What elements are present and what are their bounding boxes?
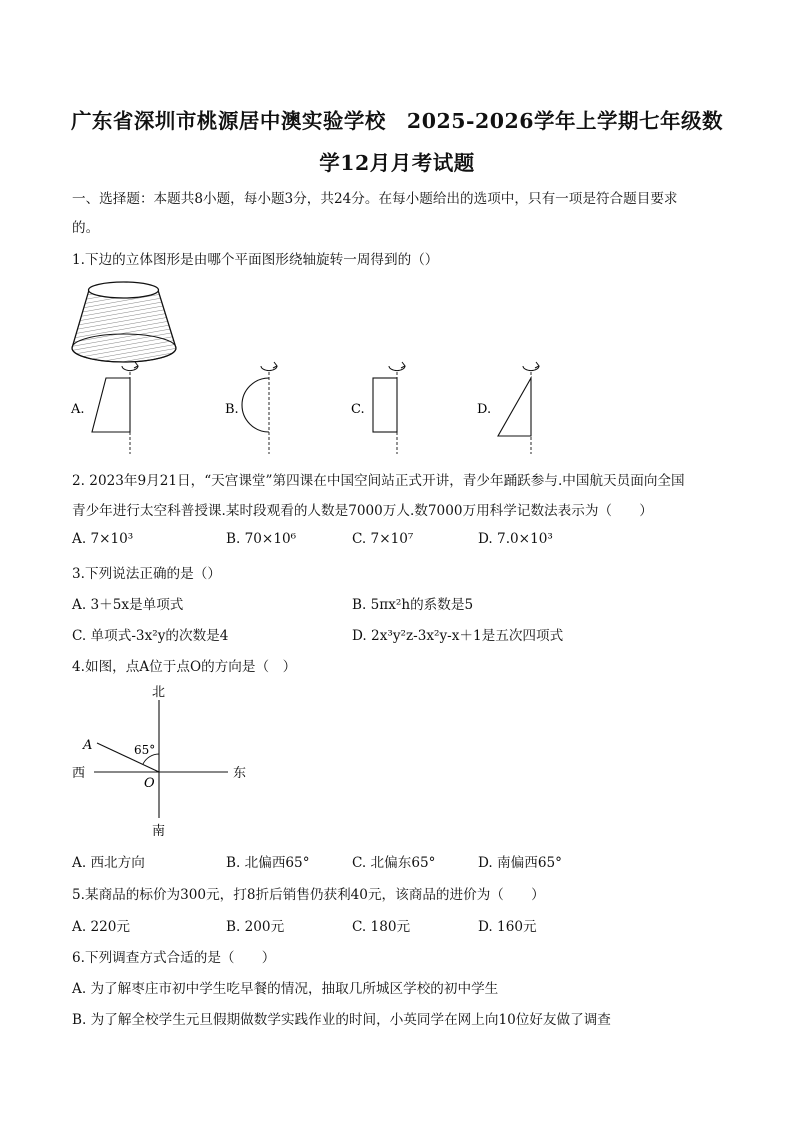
q2-option-a: A. 7×10³ — [72, 531, 134, 547]
q3-option-d: D. 2x³y²z-3x²y-x＋1是五次四项式 — [352, 628, 564, 644]
exam-title-line2: 学12月月考试题 — [319, 151, 475, 175]
point-a-label: A — [83, 738, 93, 753]
q6-stem: 6.下列调查方式合适的是（ ） — [72, 950, 276, 966]
q5-option-a: A. 220元 — [72, 919, 130, 935]
q4-stem: 4.如图，点A位于点O的方向是（ ） — [72, 659, 297, 675]
q3-stem: 3.下列说法正确的是（） — [72, 566, 221, 582]
q4-option-c: C. 北偏东65° — [352, 855, 436, 871]
q5-option-d: D. 160元 — [478, 919, 537, 935]
q1-option-a-label: A. — [71, 402, 85, 417]
q6-option-b: B. 为了解全校学生元旦假期做数学实践作业的时间，小英同学在网上向10位好友做了调查 — [72, 1012, 611, 1028]
north-label: 北 — [152, 685, 166, 700]
south-label: 南 — [152, 824, 166, 839]
q1-option-d-figure — [474, 358, 554, 458]
q1-option-c-label: C. — [351, 402, 365, 417]
q1-option-c-figure — [348, 358, 428, 458]
q2-option-b: B. 70×10⁶ — [226, 531, 297, 547]
q2-option-c: C. 7×10⁷ — [352, 531, 414, 547]
east-label: 东 — [233, 766, 247, 781]
q2-option-d: D. 7.0×10³ — [478, 531, 553, 547]
q4-option-d: D. 南偏西65° — [478, 855, 562, 871]
section-instructions-line2: 的。 — [72, 220, 100, 236]
q5-option-b: B. 200元 — [226, 919, 285, 935]
q4-direction-figure — [66, 680, 256, 840]
q5-option-c: C. 180元 — [352, 919, 411, 935]
q1-option-b-figure — [222, 358, 302, 458]
q5-stem: 5.某商品的标价为300元，打8折后销售仍获利40元，该商品的进价为（ ） — [72, 887, 545, 903]
angle-label: 65° — [134, 743, 156, 757]
q1-option-a-figure — [68, 358, 148, 458]
point-o-label: O — [144, 776, 155, 791]
q4-option-b: B. 北偏西65° — [226, 855, 310, 871]
exam-title-line1: 广东省深圳市桃源居中澳实验学校 2025-2026学年上学期七年级数 — [70, 109, 724, 133]
q1-option-b-label: B. — [225, 402, 239, 417]
west-label: 西 — [72, 766, 86, 781]
q1-stem: 1.下边的立体图形是由哪个平面图形绕轴旋转一周得到的（） — [72, 252, 439, 268]
q3-option-b: B. 5πx²h的系数是5 — [352, 597, 474, 613]
q4-option-a: A. 西北方向 — [72, 855, 145, 871]
section-instructions-line1: 一、选择题：本题共8小题，每小题3分，共24分。在每小题给出的选项中，只有一项是符合题目要求 — [72, 191, 678, 207]
q3-option-a: A. 3＋5x是单项式 — [72, 597, 184, 613]
q2-stem-line1: 2. 2023年9月21日，“天宫课堂”第四课在中国空间站正式开讲，青少年踊跃参与.中国航天员面向全国 — [72, 473, 685, 489]
q1-option-d-label: D. — [477, 402, 492, 417]
q3-option-c: C. 单项式-3x²y的次数是4 — [72, 628, 229, 644]
q6-option-a: A. 为了解枣庄市初中学生吃早餐的情况，抽取几所城区学校的初中学生 — [72, 981, 499, 997]
q2-stem-line2: 青少年进行太空科普授课.某时段观看的人数是7000万人.数7000万用科学记数法表示为（ ） — [72, 503, 653, 519]
